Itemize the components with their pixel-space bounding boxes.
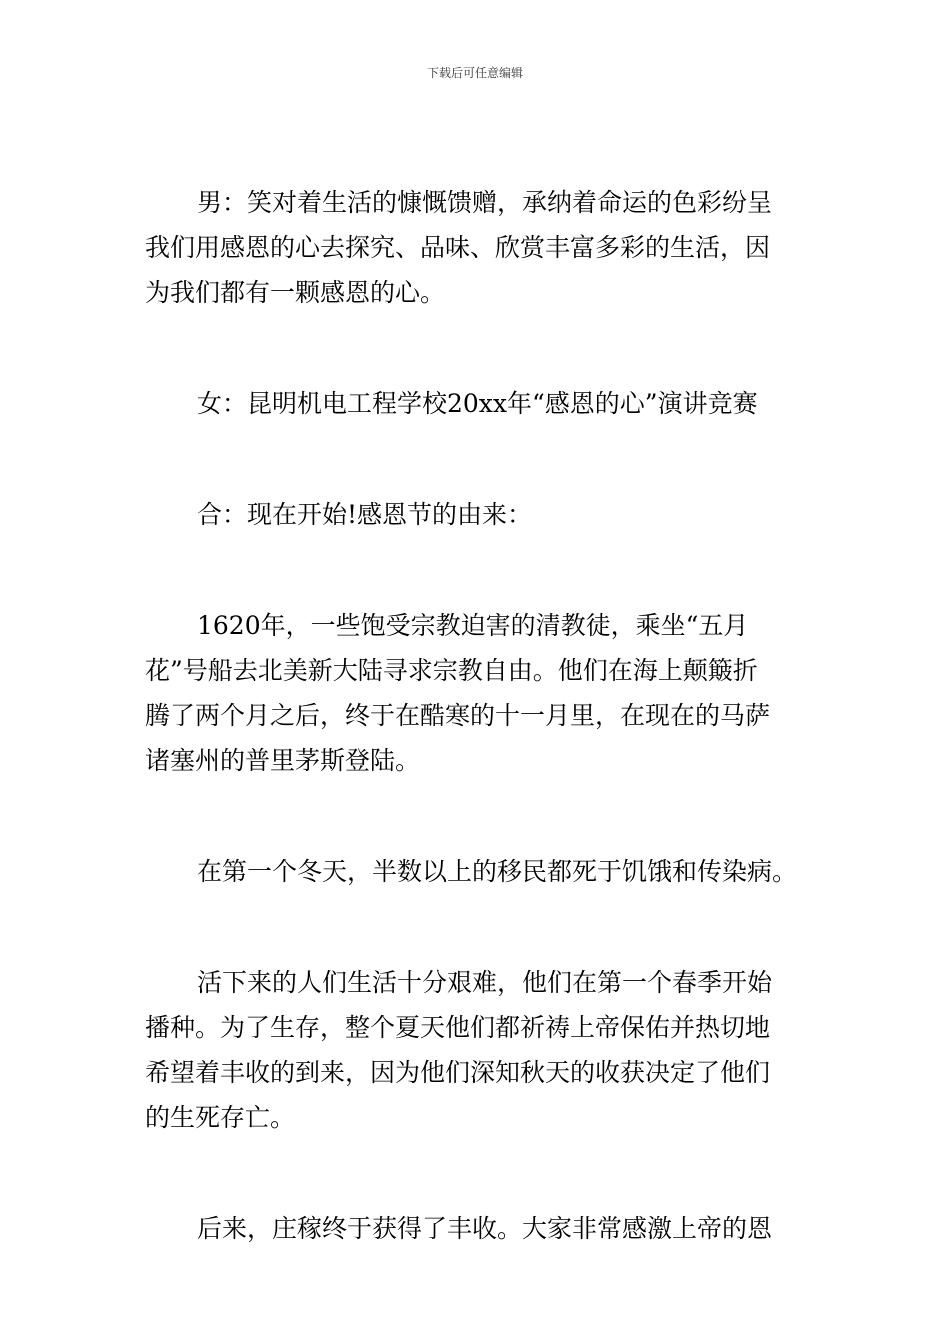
paragraph-line: 希望着丰收的到来，因为他们深知秋天的收获决定了他们 bbox=[145, 1058, 771, 1087]
paragraph-line: 我们用感恩的心去探究、品味、欣赏丰富多彩的生活，因 bbox=[145, 233, 771, 262]
paragraph-line: 活下来的人们生活十分艰难，他们在第一个春季开始 bbox=[197, 968, 773, 997]
paragraph bbox=[145, 603, 810, 783]
document-body bbox=[145, 180, 810, 1317]
paragraph-line: 诸塞州的普里茅斯登陆。 bbox=[145, 746, 421, 775]
paragraph-line: 1620年，一些饱受宗教迫害的清教徒，乘坐“五月 bbox=[197, 611, 749, 640]
paragraph-line: 在第一个冬天，半数以上的移民都死于饥饿和传染病。 bbox=[197, 857, 798, 886]
paragraph-line: 女：昆明机电工程学校20xx年“感恩的心”演讲竞赛 bbox=[197, 389, 758, 418]
paragraph-line: 花”号船去北美新大陆寻求宗教自由。他们在海上颠簸折 bbox=[145, 656, 758, 685]
paragraph bbox=[145, 492, 810, 537]
paragraph-line: 合：现在开始!感恩节的由来： bbox=[197, 500, 533, 529]
paragraph bbox=[145, 1206, 810, 1251]
paragraph bbox=[145, 960, 810, 1140]
page-header: 下载后可任意编辑 bbox=[426, 66, 523, 80]
paragraph-line: 男：笑对着生活的慷慨馈赠，承纳着命运的色彩纷呈 bbox=[197, 188, 773, 217]
paragraph bbox=[145, 849, 810, 894]
paragraph bbox=[145, 180, 810, 315]
paragraph-line: 播种。为了生存，整个夏天他们都祈祷上帝保佑并热切地 bbox=[145, 1013, 771, 1042]
paragraph-line: 为我们都有一颗感恩的心。 bbox=[145, 278, 446, 307]
paragraph-line: 的生死存亡。 bbox=[145, 1103, 296, 1132]
paragraph-line: 腾了两个月之后，终于在酷寒的十一月里，在现在的马萨 bbox=[145, 701, 771, 730]
paragraph-line: 后来，庄稼终于获得了丰收。大家非常感激上帝的恩 bbox=[197, 1214, 773, 1243]
paragraph bbox=[145, 381, 810, 426]
